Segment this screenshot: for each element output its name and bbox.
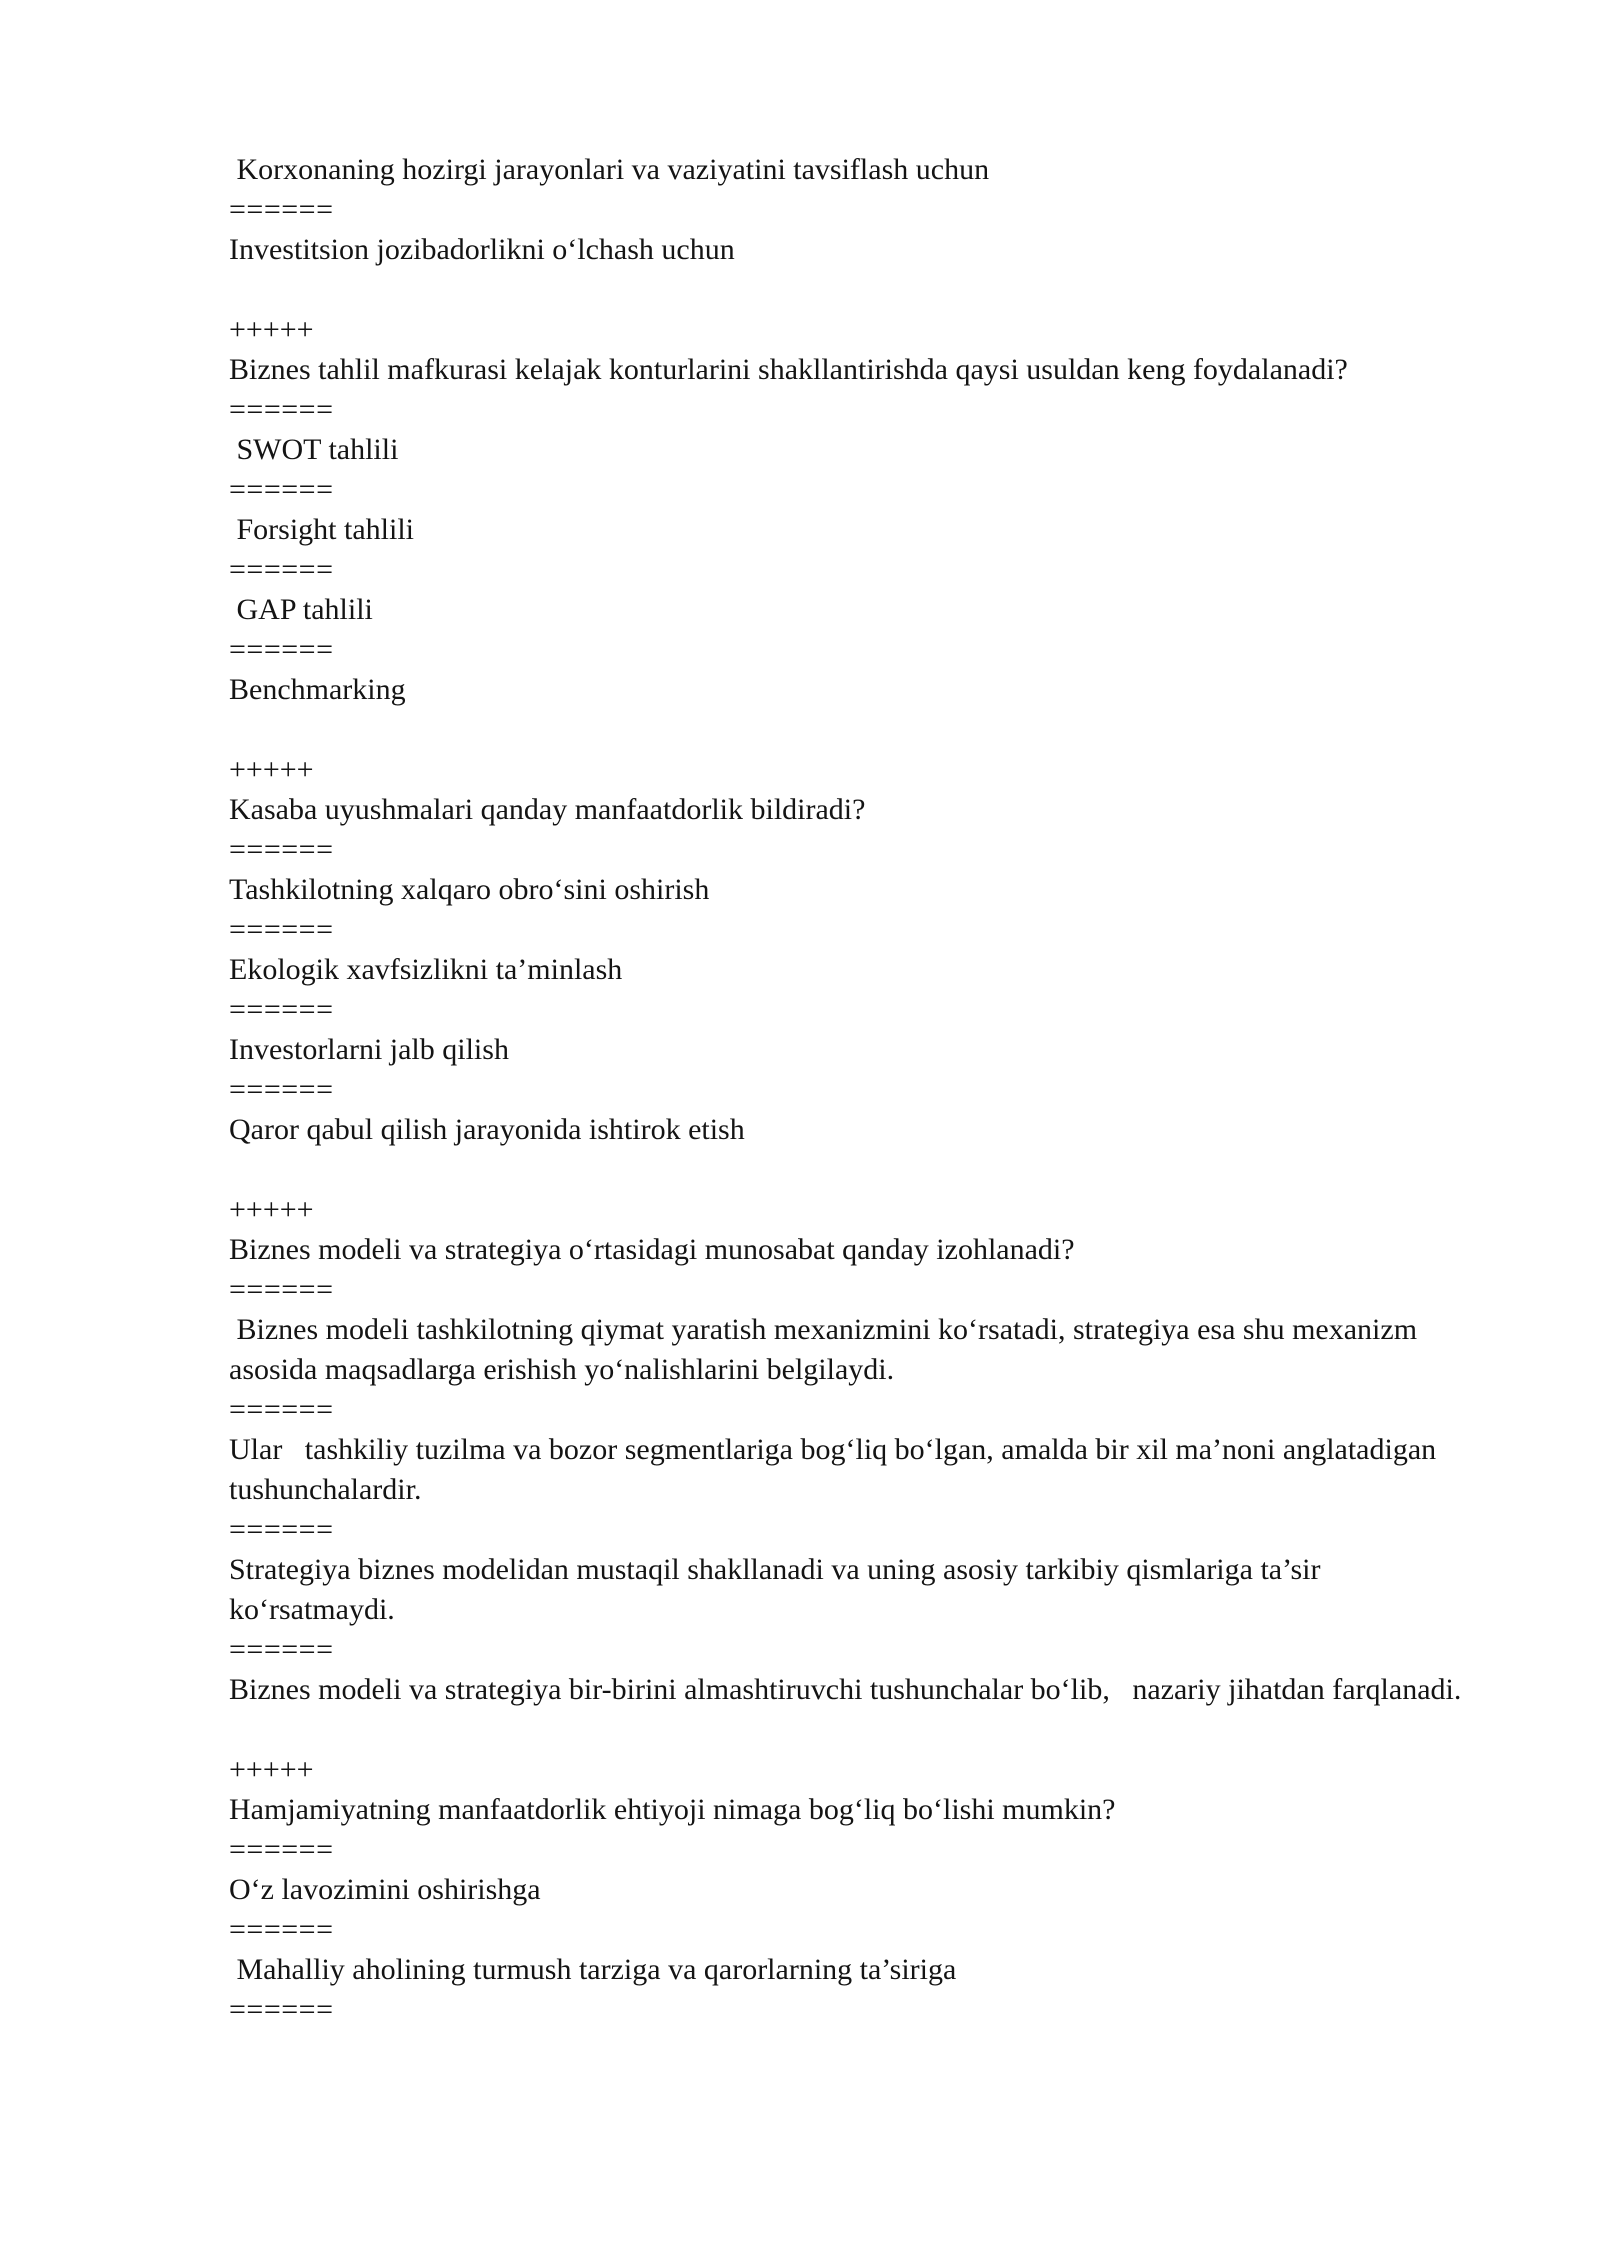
blank-line [229,1710,1469,1750]
answer-option: Ular tashkiliy tuzilma va bozor segmentlariga bog‘liq bo‘lgan, amalda bir xil ma’noni anglatadigan tushunchalardir. [229,1433,1444,1506]
answer-option: Ekologik xavfsizlikni ta’minlash [229,953,623,986]
answer-option: Investitsion jozibadorlikni o‘lchash uchun [229,233,735,266]
option-separator: ====== [229,1393,334,1426]
question-marker: +++++ [229,753,314,786]
blank-line [229,270,1469,310]
option-separator: ====== [229,1633,334,1666]
answer-option: Mahalliy aholining turmush tarziga va qarorlarning ta’siriga [229,1953,957,1986]
option-separator: ====== [229,1273,334,1306]
option-separator: ====== [229,1513,334,1546]
question-text: Biznes tahlil mafkurasi kelajak konturlarini shakllantirishda qaysi usuldan keng foydalanadi? [229,353,1348,386]
answer-option: Tashkilotning xalqaro obro‘sini oshirish [229,873,710,906]
answer-option: Investorlarni jalb qilish [229,1033,509,1066]
blank-line [229,710,1469,750]
answer-option: Biznes modeli tashkilotning qiymat yaratish mexanizmini ko‘rsatadi, strategiya esa shu mexanizm asosida maqsadlarga erishish yo‘nalishlarini belgilaydi. [229,1313,1425,1386]
option-separator: ====== [229,1993,334,2026]
answer-option: Korxonaning hozirgi jarayonlari va vaziyatini tavsiflash uchun [229,153,990,186]
question-text: Kasaba uyushmalari qanday manfaatdorlik bildiradi? [229,793,866,826]
blank-line [229,1150,1469,1190]
answer-option: Qaror qabul qilish jarayonida ishtirok etish [229,1113,745,1146]
option-separator: ====== [229,833,334,866]
question-marker: +++++ [229,1753,314,1786]
option-separator: ====== [229,553,334,586]
answer-option: O‘z lavozimini oshirishga [229,1873,541,1906]
document-page [229,150,1469,2030]
question-marker: +++++ [229,1193,314,1226]
option-separator: ====== [229,1913,334,1946]
option-separator: ====== [229,913,334,946]
question-text: Biznes modeli va strategiya o‘rtasidagi munosabat qanday izohlanadi? [229,1233,1075,1266]
answer-option: Strategiya biznes modelidan mustaqil shakllanadi va uning asosiy tarkibiy qismlariga ta’sir ko‘rsatmaydi. [229,1553,1328,1626]
option-separator: ====== [229,1073,334,1106]
option-separator: ====== [229,1833,334,1866]
answer-option: Forsight tahlili [229,513,415,546]
answer-option: Benchmarking [229,673,406,706]
question-marker: +++++ [229,313,314,346]
option-separator: ====== [229,473,334,506]
option-separator: ====== [229,633,334,666]
answer-option: SWOT tahlili [229,433,399,466]
answer-option: Biznes modeli va strategiya bir-birini almashtiruvchi tushunchalar bo‘lib, nazariy jihatdan farqlanadi. [229,1673,1462,1706]
option-separator: ====== [229,193,334,226]
option-separator: ====== [229,393,334,426]
option-separator: ====== [229,993,334,1026]
question-text: Hamjamiyatning manfaatdorlik ehtiyoji nimaga bog‘liq bo‘lishi mumkin? [229,1793,1116,1826]
answer-option: GAP tahlili [229,593,373,626]
